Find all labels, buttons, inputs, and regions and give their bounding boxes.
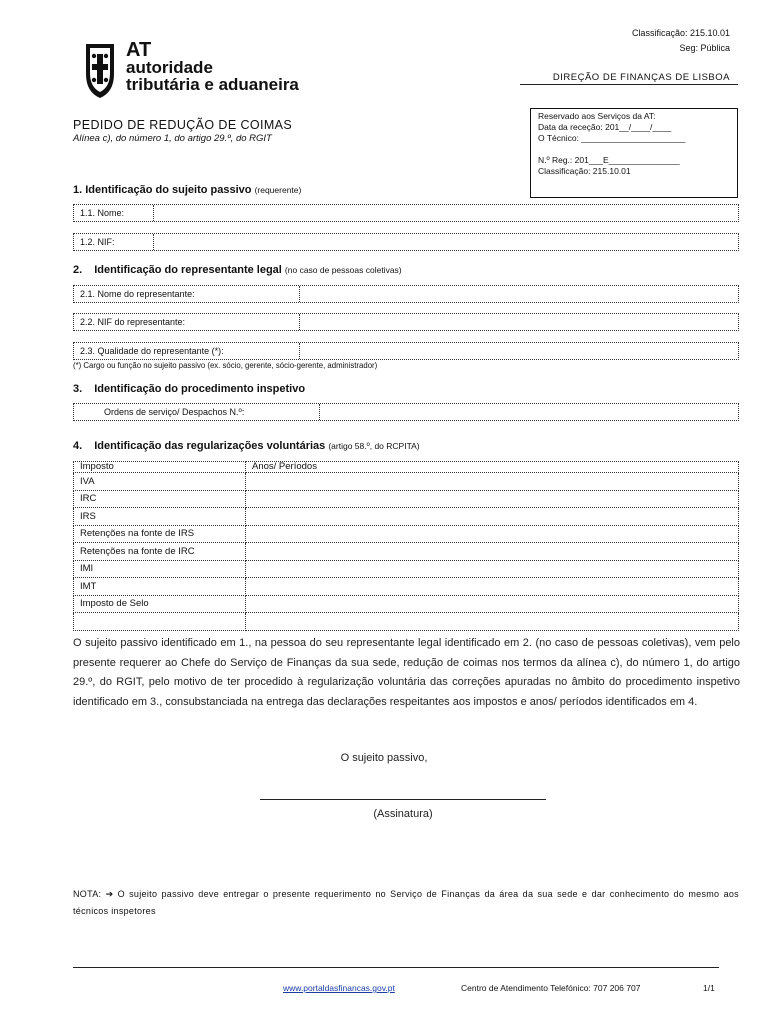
- imposto-cell: IRS: [74, 508, 246, 526]
- signature-caption: (Assinatura): [373, 808, 433, 820]
- reserved-box: [530, 108, 738, 198]
- table-row: [74, 578, 739, 596]
- periodos-cell[interactable]: [246, 490, 739, 508]
- classification-block: [632, 26, 730, 56]
- table-row: [74, 473, 739, 491]
- table-row: [74, 543, 739, 561]
- section-4-title: Identificação das regularizações voluntárias: [94, 440, 326, 452]
- table-row: [74, 560, 739, 578]
- periodos-cell[interactable]: [246, 508, 739, 526]
- at-logo: [80, 40, 320, 102]
- periodos-cell[interactable]: [246, 525, 739, 543]
- direction-label: DIREÇÃO DE FINANÇAS DE LISBOA: [552, 72, 730, 83]
- section-4-heading: [73, 440, 420, 452]
- ordens-servico-field[interactable]: [73, 403, 739, 421]
- nota-text: O sujeito passivo deve entregar o presente requerimento no Serviço de Finanças da área da sua sede e dar conhecimento do mesmo aos técnicos inspetores: [73, 889, 739, 916]
- representante-qualidade-field[interactable]: [73, 342, 739, 360]
- imposto-cell: Imposto de Selo: [74, 595, 246, 613]
- nome-field[interactable]: [73, 204, 739, 222]
- section-3-heading: [73, 383, 305, 395]
- imposto-cell: IMI: [74, 560, 246, 578]
- table-row: [74, 613, 739, 631]
- ordens-servico-label: Ordens de serviço/ Despachos N.º:: [74, 404, 320, 420]
- imposto-cell: Retenções na fonte de IRC: [74, 543, 246, 561]
- nome-label: 1.1. Nome:: [74, 205, 154, 221]
- portal-link[interactable]: www.portaldasfinancas.gov.pt: [283, 983, 395, 993]
- footer-divider: [73, 967, 719, 968]
- reception-date: Data da receção: 201__/____/____: [538, 122, 672, 132]
- representante-nif-field[interactable]: [73, 313, 739, 331]
- section-4-number: 4.: [73, 440, 83, 452]
- logo-line-2: autoridade: [126, 58, 213, 77]
- imposto-cell: IRC: [74, 490, 246, 508]
- section-3-title: Identificação do procedimento inspetivo: [94, 383, 306, 395]
- imposto-cell: IMT: [74, 578, 246, 596]
- table-row: [74, 508, 739, 526]
- imposto-cell[interactable]: [74, 613, 246, 631]
- nota-prefix: NOTA:: [73, 889, 102, 899]
- representante-nif-label: 2.2. NIF do representante:: [74, 314, 300, 330]
- signature-label: O sujeito passivo,: [340, 752, 428, 764]
- table-row: [74, 595, 739, 613]
- page-number: 1/1: [703, 983, 715, 993]
- logo-line-3: tributária e aduaneira: [126, 75, 299, 94]
- reserved-heading: Reservado aos Serviços da AT:: [538, 111, 656, 121]
- periodos-cell[interactable]: [246, 543, 739, 561]
- section-2-note: (no caso de pessoas coletivas): [284, 265, 402, 275]
- representante-nome-field[interactable]: [73, 285, 739, 303]
- page-title: PEDIDO DE REDUÇÃO DE COIMAS: [73, 118, 293, 132]
- technician: O Técnico: ______________________: [538, 133, 686, 143]
- section-2-title: Identificação do representante legal: [94, 264, 282, 276]
- table-row: [74, 525, 739, 543]
- registration-number: N.º Reg.: 201___E_______________: [538, 155, 680, 165]
- coat-of-arms-icon: [80, 40, 120, 100]
- section-3-number: 3.: [73, 383, 83, 395]
- header-divider: [520, 84, 738, 85]
- periodos-cell[interactable]: [246, 578, 739, 596]
- arrow-right-icon: ➔: [105, 889, 114, 899]
- section-1-note: (requerente): [254, 185, 302, 195]
- section-4-note: (artigo 58.º, do RCPITA): [328, 441, 420, 451]
- logo-wordmark: [126, 39, 299, 94]
- imposto-cell: IVA: [74, 473, 246, 491]
- col-periodos-header: Anos/ Períodos: [246, 462, 739, 473]
- imposto-cell: Retenções na fonte de IRS: [74, 525, 246, 543]
- table-header-row: [74, 462, 739, 473]
- request-paragraph: O sujeito passivo identificado em 1., na pessoa do seu representante legal identificado em 2. (no caso de pessoas coletivas), vem pelo presente requerer ao Chefe do Serviço de Finanças da sua sede, redução de coimas nos termos da alínea c), do número 1, do artigo 29.º, do RGIT, pelo motivo de ter procedido à regularização voluntária das correções apuradas no âmbito do procedimento inspetivo identificado em 3., consubstanciada na entrega das declarações respeitantes aos impostos e anos/ períodos identificados em 4.: [73, 637, 740, 708]
- security-level-text: Seg: Pública: [679, 43, 730, 53]
- periodos-cell[interactable]: [246, 473, 739, 491]
- table-row: [74, 490, 739, 508]
- footnote: (*) Cargo ou função no sujeito passivo (ex. sócio, gerente, sócio-gerente, administrador): [73, 361, 378, 370]
- section-2-heading: [73, 264, 402, 276]
- nota-block: [73, 886, 739, 920]
- section-1-heading: [73, 184, 301, 196]
- page-subtitle: Alínea c), do número 1, do artigo 29.º, do RGIT: [73, 133, 272, 144]
- col-imposto-header: Imposto: [74, 462, 246, 473]
- section-2-number: 2.: [73, 264, 83, 276]
- representante-nome-label: 2.1. Nome do representante:: [74, 286, 300, 302]
- regularizacoes-table: [73, 461, 739, 631]
- periodos-cell[interactable]: [246, 613, 739, 631]
- reserved-classification: Classificação: 215.10.01: [538, 166, 631, 176]
- periodos-cell[interactable]: [246, 595, 739, 613]
- representante-qualidade-label: 2.3. Qualidade do representante (*):: [74, 343, 300, 359]
- logo-line-1: AT: [126, 39, 152, 61]
- classification-text: Classificação: 215.10.01: [631, 28, 730, 38]
- periodos-cell[interactable]: [246, 560, 739, 578]
- nif-field[interactable]: [73, 233, 739, 251]
- phone-contact: Centro de Atendimento Telefónico: 707 206 707: [461, 983, 641, 993]
- signature-line[interactable]: [260, 799, 546, 800]
- nif-label: 1.2. NIF:: [74, 234, 154, 250]
- section-1-title: 1. Identificação do sujeito passivo: [73, 184, 252, 196]
